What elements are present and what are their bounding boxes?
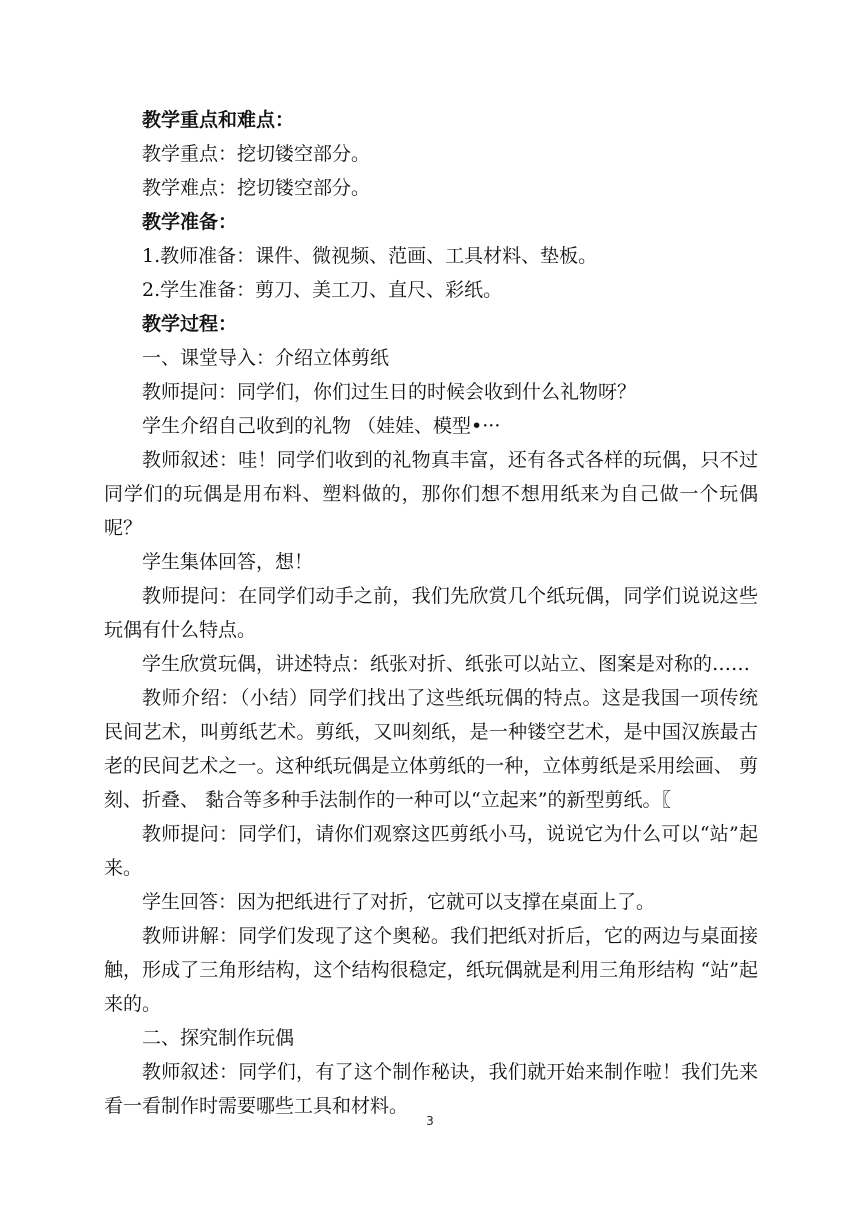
paragraph-teacher-question-1: 教师提问：同学们，你们过生日的时候会收到什么礼物呀？ xyxy=(142,381,637,403)
paragraph-teacher-question-3: 教师提问：同学们，请你们观察这匹剪纸小马，说说它为什么可以“站”起来。 xyxy=(104,823,758,879)
document-page xyxy=(104,103,758,1123)
paragraph-teacher-preparation: 1.教师准备：课件、微视频、范画、工具材料、垫板。 xyxy=(142,245,598,267)
heading-key-points: 教学重点和难点： xyxy=(142,109,295,131)
paragraph-student-answer-2: 学生回答：因为把纸进行了对折，它就可以支撑在桌面上了。 xyxy=(142,891,656,913)
paragraph-teacher-explanation: 教师讲解：同学们发现了这个奥秘。我们把纸对折后，它的两边与桌面接触，形成了三角形结构，这个结构很稳定，纸玩偶就是利用三角形结构 “站”起来的。 xyxy=(104,925,758,1015)
paragraph-section-2: 二、探究制作玩偶 xyxy=(142,1027,295,1049)
paragraph-student-answer-1: 学生集体回答，想！ xyxy=(142,551,314,573)
paragraph-teacher-introduction: 教师介绍：（小结）同学们找出了这些纸玩偶的特点。这是我国一项传统民间艺术，叫剪纸艺术。剪纸，又叫刻纸，是一种镂空艺术，是中国汉族最古老的民间艺术之一。这种纸玩偶是立体剪纸的一种，立体剪纸是采用绘画、 剪刻、折叠、 黏合等多种手法制作的一种可以“立起来”的新型剪纸。〖 xyxy=(104,687,758,811)
page-number: 3 xyxy=(426,1114,434,1128)
paragraph-student-preparation: 2.学生准备：剪刀、美工刀、直尺、彩纸。 xyxy=(142,279,503,301)
heading-preparation: 教学准备： xyxy=(142,211,238,233)
paragraph-student-intro: 学生介绍自己收到的礼物 （娃娃、模型•··· xyxy=(142,415,501,437)
paragraph-difficult-point: 教学难点：挖切镂空部分。 xyxy=(142,177,371,199)
paragraph-teacher-narration-1: 教师叙述：哇！同学们收到的礼物真丰富，还有各式各样的玩偶，只不过同学们的玩偶是用布料、塑料做的，那你们想不想用纸来为自己做一个玩偶呢？ xyxy=(104,449,758,539)
paragraph-key-point: 教学重点：挖切镂空部分。 xyxy=(142,143,371,165)
paragraph-section-1: 一、课堂导入：介绍立体剪纸 xyxy=(142,347,390,369)
paragraph-teacher-question-2: 教师提问：在同学们动手之前，我们先欣赏几个纸玩偶，同学们说说这些玩偶有什么特点。 xyxy=(104,585,758,641)
paragraph-teacher-narration-2: 教师叙述：同学们，有了这个制作秘诀，我们就开始来制作啦！我们先来看一看制作时需要哪些工具和材料。 xyxy=(104,1061,758,1117)
paragraph-student-appreciation: 学生欣赏玩偶，讲述特点：纸张对折、纸张可以站立、图案是对称的…… xyxy=(142,653,751,675)
heading-teaching-process: 教学过程： xyxy=(142,313,238,335)
